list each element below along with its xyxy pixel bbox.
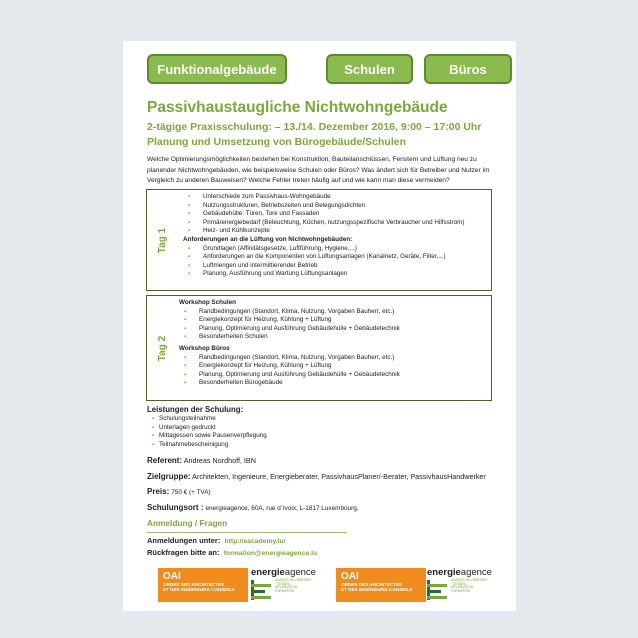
list-item: ▪ Heiz- und Kühlkonzepte bbox=[183, 227, 485, 236]
day1-label: Tag 1 bbox=[157, 227, 169, 253]
zielgruppe-value: Architekten, Ingenieure, Energieberater, PassivhausPlaner/-Berater, PassivhausHandwerker bbox=[192, 472, 486, 481]
ort-label: Schulungsort : bbox=[147, 503, 204, 512]
list-item: ▪ Besonderheiten Schulen bbox=[179, 333, 485, 342]
list-item: ▪ Teilnahmebescheinigung bbox=[147, 441, 510, 450]
list-item: ▪ Mittagessen sowie Pausenverpflegung bbox=[147, 432, 510, 441]
day2-label: Tag 2 bbox=[157, 335, 169, 361]
services-section bbox=[147, 405, 510, 449]
fragen-email-link[interactable]: formation@energieagence.lu bbox=[223, 550, 318, 557]
preis-label: Preis: bbox=[147, 487, 170, 496]
list-item: ▪ Unterlagen gedruckt bbox=[147, 424, 510, 433]
anmeldung-line bbox=[147, 536, 286, 545]
referent-label: Referent: bbox=[147, 456, 183, 465]
energieagence-logo: energieagence AGENCE DE L'ÉNERGIE · CONSEIL · INFORMATION · FORMATION bbox=[251, 567, 313, 603]
list-item: ▪ Nutzungsstrukturen, Betriebszeiten und Belegungsdichten bbox=[183, 202, 485, 211]
flyer-page bbox=[123, 41, 516, 611]
day1-heading-lueftung: Anforderungen an die Lüftung von Nichtwohngebäuden: bbox=[183, 235, 353, 243]
day2-box bbox=[146, 295, 492, 401]
list-item: ▪ Planung, Optimierung und Ausführung Gebäudehülle + Gebäudetechnik bbox=[179, 325, 485, 334]
list-item: ▪ Energiekonzept für Heizung, Kühlung + Lüftung bbox=[179, 316, 485, 325]
list-item: ▪ Unterschiede zum Passivhaus-Wohngebäude bbox=[183, 193, 485, 202]
list-item: ▪ Luftmengen und intermittierender Betrieb bbox=[183, 262, 485, 271]
registration-heading: Anmeldung / Fragen bbox=[147, 518, 228, 528]
tab-schulen[interactable]: Schulen bbox=[326, 54, 413, 84]
day2-content bbox=[179, 299, 485, 388]
referent-value: Andreas Nordhoff, IBN bbox=[183, 456, 256, 465]
energieagence-logo: energieagence AGENCE DE L'ÉNERGIE · CONSEIL · INFORMATION · FORMATION bbox=[427, 567, 489, 603]
list-item: ▪ Randbedingungen (Standort, Klima, Nutzung, Vorgaben Bauherr, etc.) bbox=[179, 308, 485, 317]
fragen-label: Rückfragen bitte an: bbox=[147, 548, 220, 557]
fragen-line bbox=[147, 548, 317, 557]
subtitle-topic: Planung und Umsetzung von Bürogebäude/Schulen bbox=[147, 136, 407, 148]
ort-value: energieagence, 60A, rue d`Ivoix, L-1817 Luxembourg, bbox=[205, 505, 359, 512]
preis-value: 750 € (+ TVA) bbox=[171, 489, 211, 496]
day1-content bbox=[183, 193, 485, 279]
intro-text: Welche Optimierungsmöglichkeiten bestehen bei Konstruktion, Bauteilanschlüssen, Fenstern und Lüftung neu zu planender Nichtwohngebäuden, wie beispielsweise Schulen oder Büros? Was ändert sich für Betreiber und Nutzer im Vergleich zu anderen Bauweisen? Welche Fehler treten häufig auf und wie kann man diese vermeiden? bbox=[147, 156, 490, 184]
zielgruppe-label: Zielgruppe: bbox=[147, 472, 191, 481]
list-item: ▪ Primärenergiebedarf (Beleuchtung, Küchen, nutzungsspezifische Verbraucher und Hilfsstrom) bbox=[183, 219, 485, 228]
oai-logo: OAI ORDRE DES ARCHITECTES ET DES INGÉNIEURS-CONSEILS bbox=[158, 568, 248, 602]
anmeldung-label: Anmeldungen unter: bbox=[147, 536, 221, 545]
energieagence-mark-icon bbox=[251, 580, 273, 600]
energieagence-mark-icon bbox=[427, 580, 449, 600]
oai-logo: OAI ORDRE DES ARCHITECTES ET DES INGÉNIEURS-CONSEILS bbox=[336, 568, 426, 602]
ort-line bbox=[147, 503, 359, 512]
subtitle-dates: 2-tägige Praxisschulung: – 13./14. Dezember 2016, 9:00 – 17:00 Uhr bbox=[147, 121, 482, 133]
tab-bueros[interactable]: Büros bbox=[424, 54, 512, 84]
tab-funktionalgebaeude[interactable]: Funktionalgebäude bbox=[147, 54, 287, 84]
list-item: ▪ Gebäudehülle: Türen, Tore und Fassaden bbox=[183, 210, 485, 219]
preis-line bbox=[147, 487, 211, 496]
divider bbox=[147, 532, 347, 533]
list-item: ▪ Randbedingungen (Standort, Klima, Nutzung, Vorgaben Bauherr, etc.) bbox=[179, 354, 485, 363]
services-heading: Leistungen der Schulung: bbox=[147, 405, 244, 414]
referent-line bbox=[147, 456, 256, 465]
list-item: ▪ Energiekonzept für Heizung, Kühlung + Lüftung bbox=[179, 362, 485, 371]
page-title: Passivhaustaugliche Nichtwohngebäude bbox=[147, 99, 448, 116]
zielgruppe-line bbox=[147, 472, 486, 481]
list-item: ▪ Schulungsteilnahme bbox=[147, 415, 510, 424]
list-item: ▪ Anforderungen an die Komponenten von Lüftungsanlagen (Kanalnetz, Geräte, Filter,...) bbox=[183, 253, 485, 262]
list-item: ▪ Besonderheiten Bürogebäude bbox=[179, 379, 485, 388]
list-item: ▪ Planung, Optimierung und Ausführung Gebäudehülle + Gebäudetechnik bbox=[179, 371, 485, 380]
list-item: ▪ Planung, Ausführung und Wartung Lüftungsanlagen bbox=[183, 270, 485, 279]
list-item: ▪ Grundlagen (Affinitätsgesetze, Luftführung, Hygiene,...) bbox=[183, 245, 485, 254]
day2-heading-schulen: Workshop Schulen bbox=[179, 299, 236, 306]
day1-box bbox=[146, 189, 492, 291]
day2-heading-bueros: Workshop Büros bbox=[179, 344, 230, 352]
anmeldung-link[interactable]: http://eacademy.lu/ bbox=[224, 538, 286, 545]
